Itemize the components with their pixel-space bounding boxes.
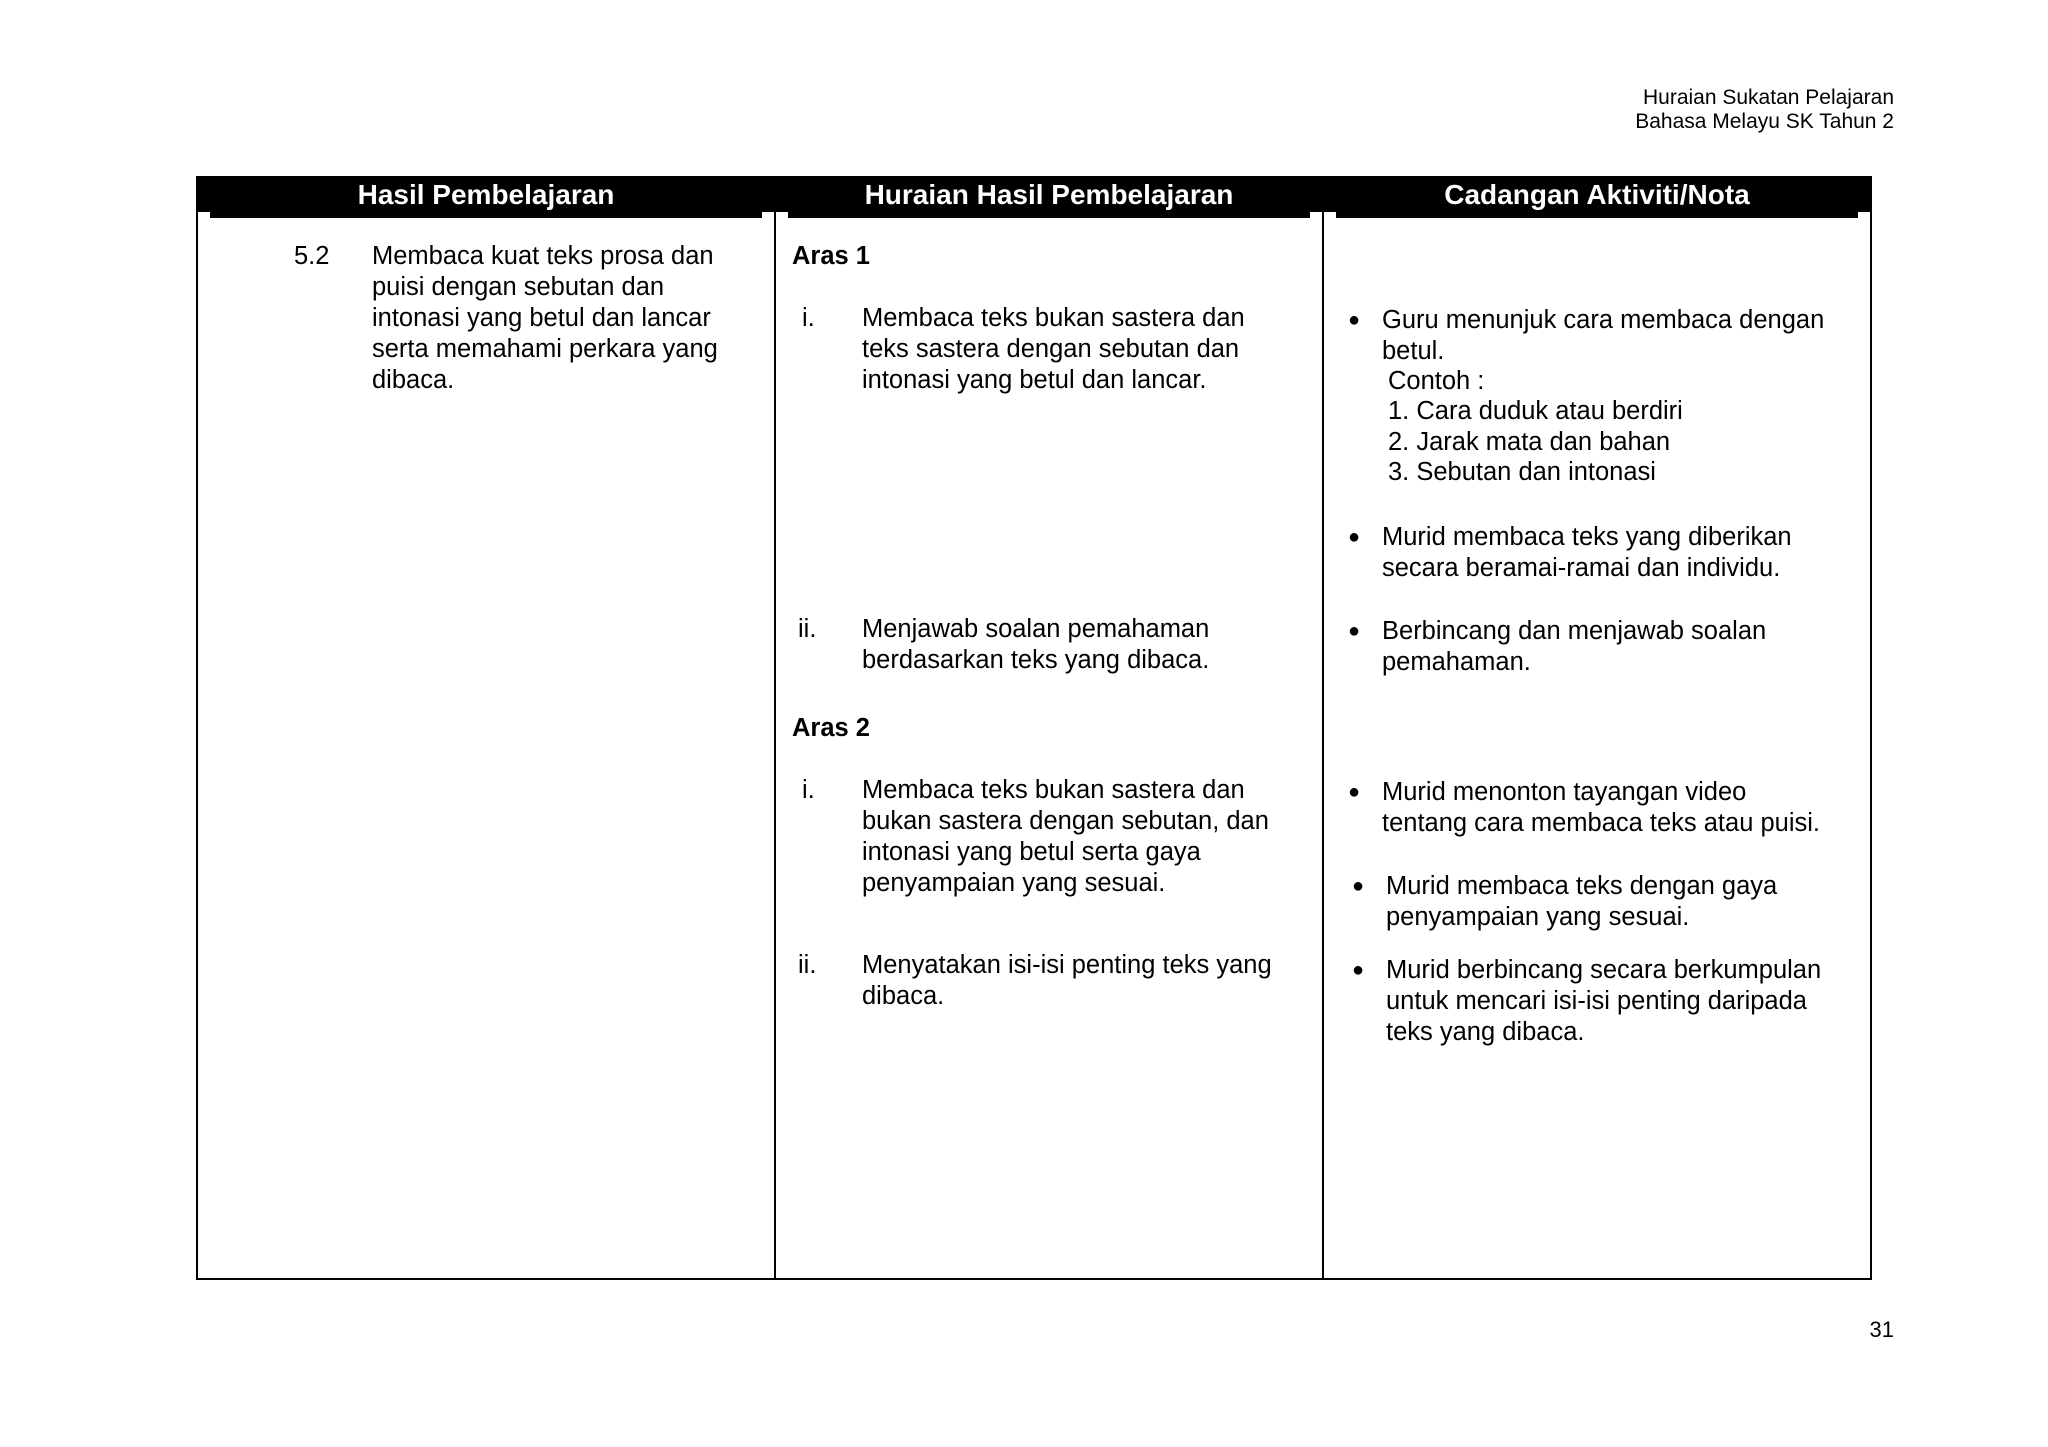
bullet-icon: ● — [1348, 781, 1361, 803]
item-number: ii. — [798, 951, 817, 979]
page-number: 31 — [1869, 1317, 1894, 1342]
column-header-hasil: Hasil Pembelajaran — [198, 178, 774, 212]
column-header-cadangan: Cadangan Aktiviti/Nota — [1324, 178, 1870, 212]
table-bottom-border — [196, 1278, 1872, 1280]
bullet-icon: ● — [1352, 875, 1365, 897]
item-text: Menyatakan isi-isi penting teks yang — [862, 951, 1272, 979]
bullet-icon: ● — [1352, 959, 1365, 981]
document-header-title: Huraian Sukatan Pelajaran — [1643, 86, 1894, 109]
activity-text: Murid membaca teks dengan gaya — [1386, 872, 1778, 900]
item-number: ii. — [798, 615, 817, 643]
activity-text: Murid membaca teks yang diberikan — [1382, 523, 1792, 551]
activity-text: tentang cara membaca teks atau puisi. — [1382, 809, 1820, 837]
activity-text: teks yang dibaca. — [1386, 1018, 1585, 1046]
column-header-huraian: Huraian Hasil Pembelajaran — [776, 178, 1322, 212]
item-text: bukan sastera dengan sebutan, dan — [862, 807, 1269, 835]
item-text: berdasarkan teks yang dibaca. — [862, 646, 1210, 674]
bullet-icon: ● — [1348, 526, 1361, 548]
activity-text: penyampaian yang sesuai. — [1386, 903, 1690, 931]
item-number: i. — [802, 304, 815, 332]
table-left-border — [196, 176, 198, 1280]
column-divider — [774, 176, 776, 1280]
learning-outcome-text: intonasi yang betul dan lancar — [372, 304, 711, 332]
level-heading: Aras 2 — [792, 714, 870, 742]
example-item: 2. Jarak mata dan bahan — [1388, 428, 1671, 456]
item-number: i. — [802, 776, 815, 804]
activity-text: Murid berbincang secara berkumpulan — [1386, 956, 1822, 984]
activity-text: untuk mencari isi-isi penting daripada — [1386, 987, 1807, 1015]
example-label: Contoh : — [1388, 367, 1485, 395]
level-heading: Aras 1 — [792, 242, 870, 270]
activity-text: Berbincang dan menjawab soalan — [1382, 617, 1767, 645]
learning-outcome-text: dibaca. — [372, 366, 455, 394]
item-text: Membaca teks bukan sastera dan — [862, 304, 1245, 332]
table-right-border — [1870, 176, 1872, 1280]
learning-outcome-text: serta memahami perkara yang — [372, 335, 718, 363]
item-text: penyampaian yang sesuai. — [862, 869, 1166, 897]
item-text: intonasi yang betul dan lancar. — [862, 366, 1207, 394]
bullet-icon: ● — [1348, 309, 1361, 331]
learning-outcome-text: Membaca kuat teks prosa dan — [372, 242, 714, 270]
item-text: Membaca teks bukan sastera dan — [862, 776, 1245, 804]
curriculum-table — [196, 176, 1872, 1280]
learning-outcome-text: puisi dengan sebutan dan — [372, 273, 665, 301]
activity-text: betul. — [1382, 337, 1445, 365]
activity-text: Murid menonton tayangan video — [1382, 778, 1747, 806]
bullet-icon: ● — [1348, 620, 1361, 642]
column-divider — [1322, 176, 1324, 1280]
item-text: dibaca. — [862, 982, 945, 1010]
item-text: intonasi yang betul serta gaya — [862, 838, 1201, 866]
example-item: 1. Cara duduk atau berdiri — [1388, 397, 1683, 425]
item-text: teks sastera dengan sebutan dan — [862, 335, 1240, 363]
activity-text: Guru menunjuk cara membaca dengan — [1382, 306, 1825, 334]
activity-text: secara beramai-ramai dan individu. — [1382, 554, 1781, 582]
example-item: 3. Sebutan dan intonasi — [1388, 458, 1656, 486]
learning-outcome-number: 5.2 — [294, 242, 330, 270]
item-text: Menjawab soalan pemahaman — [862, 615, 1210, 643]
activity-text: pemahaman. — [1382, 648, 1531, 676]
document-header-subtitle: Bahasa Melayu SK Tahun 2 — [1635, 110, 1894, 133]
